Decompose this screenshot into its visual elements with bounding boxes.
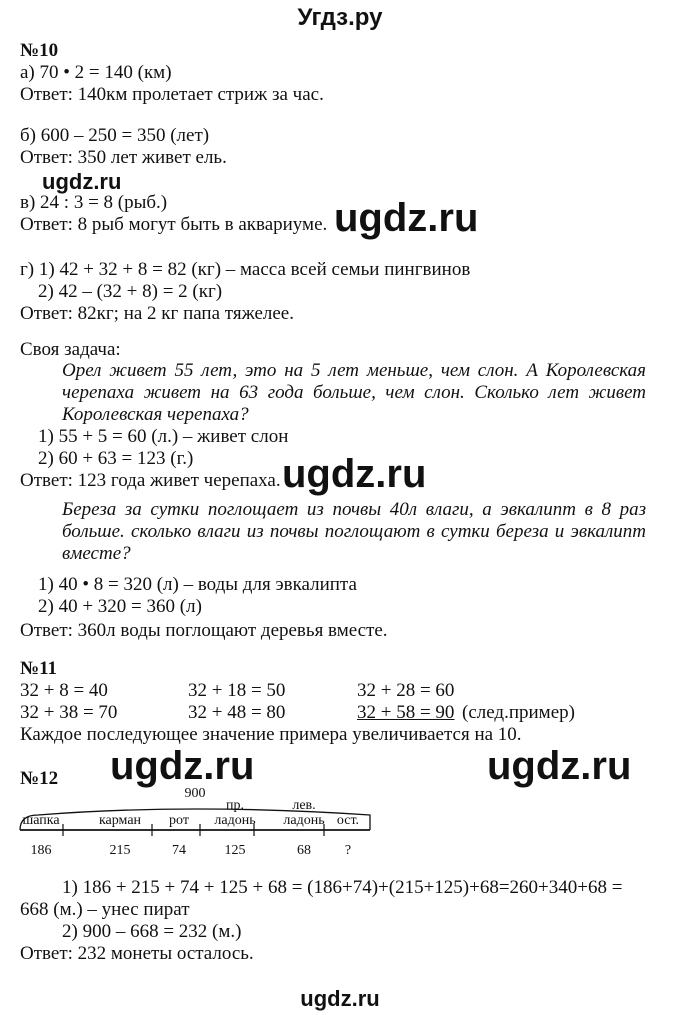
segment-label (274, 798, 334, 828)
segment-label-line: лев. (292, 798, 316, 813)
watermark: ugdz.ru (487, 744, 632, 788)
task-11-expression: 32 + 48 = 80 (188, 702, 286, 723)
task-11-expression: 32 + 18 = 50 (188, 680, 286, 701)
own-task-2-step1: 1) 40 • 8 = 320 (л) – воды для эвкалипта (38, 574, 357, 595)
footer-site: ugdz.ru (300, 986, 380, 1011)
segment-value: 68 (297, 843, 311, 858)
segment-label-line: ост. (336, 813, 360, 828)
segment-label (90, 813, 150, 828)
segment-label-line: шапка (22, 813, 60, 828)
site-title: Угдз.ру (297, 4, 383, 31)
own-task-2-step2: 2) 40 + 320 = 360 (л) (38, 596, 202, 617)
task-12-answer: Ответ: 232 монеты осталось. (20, 943, 254, 964)
own-task-1-step2: 2) 60 + 63 = 123 (г.) (38, 448, 194, 469)
own-task-1-answer: Ответ: 123 года живет черепаха. (20, 470, 281, 491)
segment-label-line: карман (98, 813, 142, 828)
task-11-expression: 32 + 28 = 60 (357, 680, 455, 701)
segment-label (318, 813, 378, 828)
watermark: ugdz.ru (110, 744, 255, 788)
own-task-2-answer: Ответ: 360л воды поглощают деревья вместе. (20, 620, 388, 641)
segment-value: 186 (30, 843, 52, 858)
task-10v-expression: в) 24 : 3 = 8 (рыб.) (20, 192, 168, 213)
task-12-heading: №12 (20, 768, 59, 789)
task-10g-answer: Ответ: 82кг; на 2 кг папа тяжелее. (20, 303, 294, 324)
task-11-expression: 32 + 38 = 70 (20, 702, 118, 723)
segment-label-line: ладонь (283, 813, 325, 828)
segment-value: 125 (224, 843, 246, 858)
task-11-expression: 32 + 8 = 40 (20, 680, 108, 701)
segment-label-line: пр. (226, 798, 244, 813)
own-task-1-step1: 1) 55 + 5 = 60 (л.) – живет слон (38, 426, 289, 447)
segment-value: 215 (109, 843, 131, 858)
segment-value: 74 (172, 843, 186, 858)
task-10b-answer: Ответ: 350 лет живет ель. (20, 147, 227, 168)
diagram-total-label: 900 (184, 786, 206, 801)
task-11-conclusion: Каждое последующее значение примера увеличивается на 10. (20, 724, 522, 745)
task-10g-step2: 2) 42 – (32 + 8) = 2 (кг) (38, 281, 223, 302)
task-10a-expression: а) 70 • 2 = 140 (км) (20, 62, 172, 83)
watermark: ugdz.ru (42, 169, 122, 194)
task-11-next-expression: 32 + 58 = 90 (357, 702, 455, 723)
task-10-heading: №10 (20, 40, 59, 61)
task-10v-answer: Ответ: 8 рыб могут быть в аквариуме. (20, 214, 328, 235)
segment-label (149, 813, 209, 828)
task-11-note: (след.пример) (462, 702, 575, 723)
task-12-step2: 2) 900 – 668 = 232 (м.) (62, 921, 242, 942)
watermark: ugdz.ru (282, 452, 427, 496)
segment-label-line: рот (169, 813, 189, 828)
task-11-heading: №11 (20, 658, 58, 679)
task-10b-expression: б) 600 – 250 = 350 (лет) (20, 125, 210, 146)
own-task-heading: Своя задача: (20, 339, 121, 360)
task-10a-answer: Ответ: 140км пролетает стриж за час. (20, 84, 324, 105)
segment-label-line: ладонь (214, 813, 256, 828)
task-10g-step1: г) 1) 42 + 32 + 8 = 82 (кг) – масса всей семьи пингвинов (20, 259, 471, 280)
task-12-step1-line1: 1) 186 + 215 + 74 + 125 + 68 = (186+74)+(215+125)+68=260+340+68 = (62, 877, 623, 898)
own-task-2-text: Береза за сутки поглощает из почвы 40л влаги, а эвкалипт в 8 раз больше. сколько влаги из почвы поглощают в сутки береза и эвкалипт вместе? (62, 499, 646, 564)
segment-label (11, 813, 71, 828)
watermark: ugdz.ru (334, 196, 479, 240)
task-12-step1-line2: 668 (м.) – унес пират (20, 899, 190, 920)
own-task-1-text: Орел живет 55 лет, это на 5 лет меньше, чем слон. А Королевская черепаха живет на 63 года больше, чем слон. Сколько лет живет Королевская черепаха? (62, 360, 646, 425)
segment-value: ? (344, 843, 352, 858)
segment-label (205, 798, 265, 828)
